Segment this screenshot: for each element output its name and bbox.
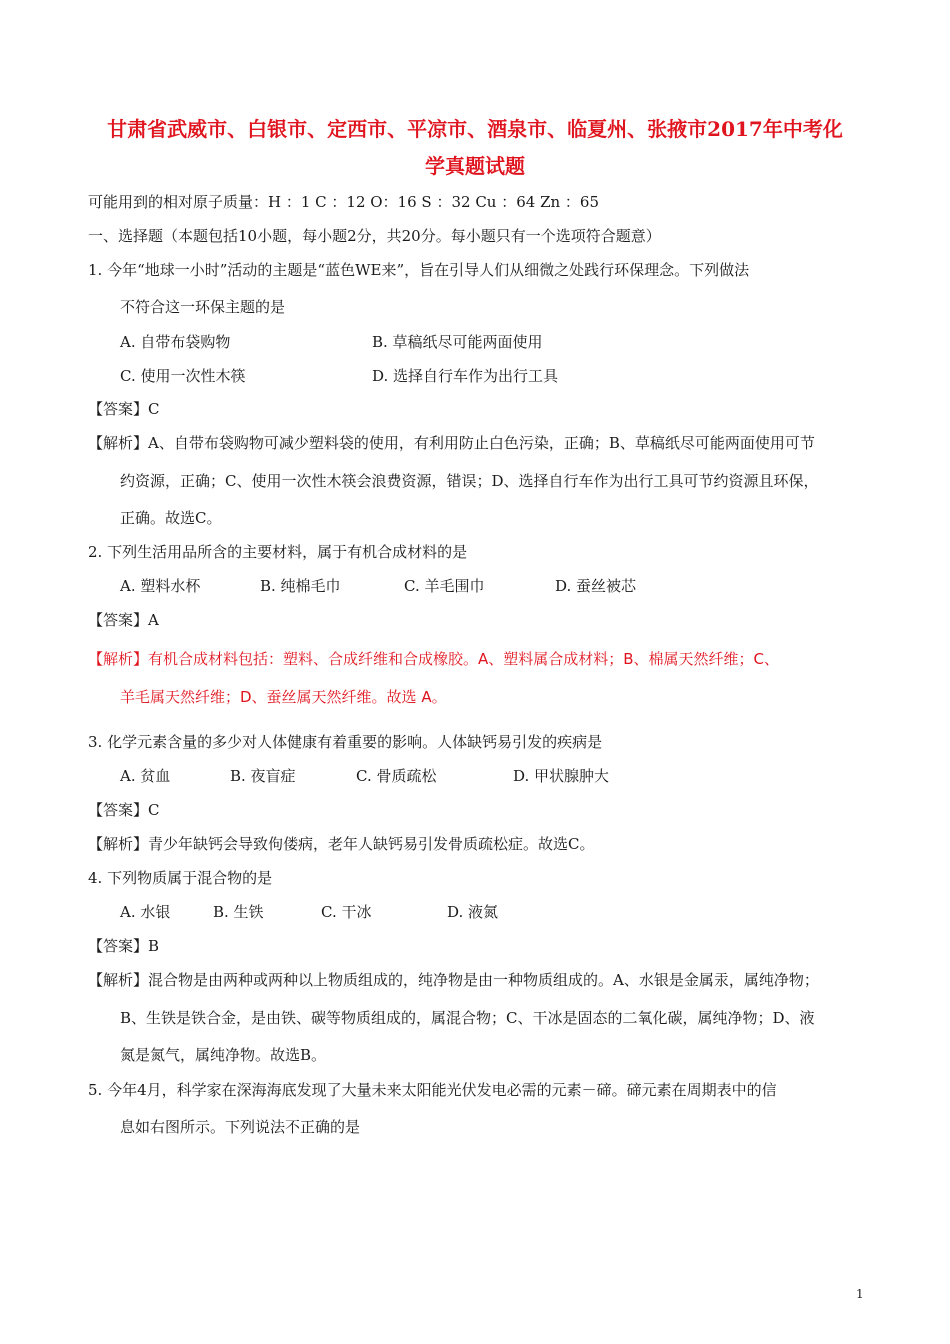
question-2-answer: 【答案】A (88, 611, 159, 629)
question-4-option-a: A. 水银 (120, 903, 171, 921)
question-3-option-b: B. 夜盲症 (230, 767, 296, 785)
question-4-option-d: D. 液氮 (447, 903, 499, 921)
question-3-option-a: A. 贫血 (120, 767, 171, 785)
question-2-stem: 2. 下列生活用品所含的主要材料，属于有机合成材料的是 (88, 543, 468, 561)
page-title: 甘肃省武威市、白银市、定西市、平凉市、酒泉市、临夏州、张掖市2017年中考化 (107, 117, 843, 141)
question-2-option-c: C. 羊毛围巾 (404, 577, 485, 595)
question-3-analysis: 【解析】青少年缺钙会导致佝偻病，老年人缺钙易引发骨质疏松症。故选C。 (88, 835, 595, 853)
question-2-analysis: 【解析】有机合成材料包括：塑料、合成纤维和合成橡胶。A、塑料属合成材料；B、棉属天然纤维；C、 (88, 650, 780, 668)
question-1-option-a: A. 自带布袋购物 (120, 333, 231, 351)
question-2-option-a: A. 塑料水杯 (120, 577, 201, 595)
question-4-answer: 【答案】B (88, 937, 160, 955)
atomic-masses-note: 可能用到的相对原子质量：H ：1 C ：12 O：16 S ：32 Cu ：64 Zn ：65 (88, 193, 600, 211)
question-1-option-c: C. 使用一次性木筷 (120, 367, 246, 385)
question-4-analysis-line-2: B、生铁是铁合金，是由铁、碳等物质组成的，属混合物；C、干冰是固态的二氧化碳，属纯净物；D、液 (120, 1009, 815, 1027)
question-1-answer: 【答案】C (88, 400, 160, 418)
question-2-option-b: B. 纯棉毛巾 (260, 577, 341, 595)
question-5-stem-continued: 息如右图所示。下列说法不正确的是 (120, 1118, 361, 1136)
question-1-option-d: D. 选择自行车作为出行工具 (372, 367, 559, 385)
question-1-stem: 1. 今年“地球一小时”活动的主题是“蓝色WE来”，旨在引导人们从细微之处践行环保理念。下列做法 (88, 261, 750, 279)
question-2-analysis-line-2: 羊毛属天然纤维；D、蚕丝属天然纤维。故选 A。 (120, 688, 447, 706)
question-1-analysis: 【解析】A、自带布袋购物可减少塑料袋的使用，有利用防止白色污染，正确；B、草稿纸尽可能两面使用可节 (88, 434, 815, 452)
question-4-option-b: B. 生铁 (213, 903, 264, 921)
question-1-option-b: B. 草稿纸尽可能两面使用 (372, 333, 543, 351)
question-3-option-d: D. 甲状腺肿大 (513, 767, 610, 785)
question-4-option-c: C. 干冰 (321, 903, 372, 921)
page-number: 1 (856, 1287, 864, 1301)
question-1-analysis-line-3: 正确。故选C。 (120, 509, 222, 527)
question-5-stem: 5. 今年4月，科学家在深海海底发现了大量未来太阳能光伏发电必需的元素－碲。碲元素在周期表中的信 (88, 1081, 777, 1099)
question-4-analysis: 【解析】混合物是由两种或两种以上物质组成的，纯净物是由一种物质组成的。A、水银是金属汞，属纯净物； (88, 971, 819, 989)
question-3-answer: 【答案】C (88, 801, 160, 819)
question-2-option-d: D. 蚕丝被芯 (555, 577, 637, 595)
section-heading: 一、选择题（本题包括10小题，每小题2分，共20分。每小题只有一个选项符合题意） (88, 227, 661, 245)
page-title-continued: 学真题试题 (425, 154, 525, 178)
question-3-option-c: C. 骨质疏松 (356, 767, 437, 785)
question-1-analysis-line-2: 约资源，正确；C、使用一次性木筷会浪费资源，错误；D、选择自行车作为出行工具可节约资源且环保， (120, 472, 819, 490)
question-4-stem: 4. 下列物质属于混合物的是 (88, 869, 273, 887)
question-4-analysis-line-3: 氮是氮气，属纯净物。故选B。 (120, 1046, 327, 1064)
question-1-stem-continued: 不符合这一环保主题的是 (120, 298, 286, 316)
question-3-stem: 3. 化学元素含量的多少对人体健康有着重要的影响。人体缺钙易引发的疾病是 (88, 733, 603, 751)
